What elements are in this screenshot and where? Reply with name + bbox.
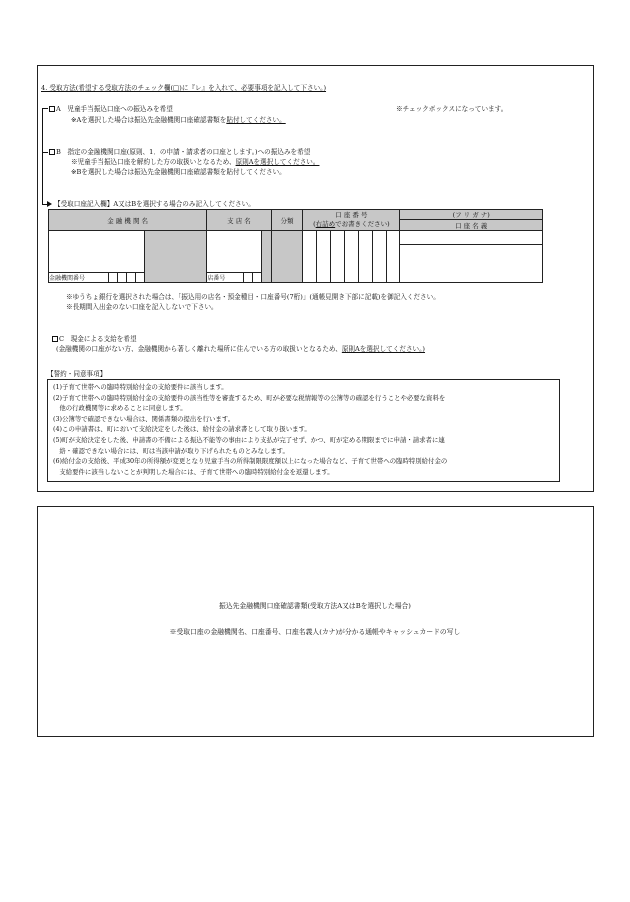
branch-code-digit-2[interactable] [252, 273, 261, 283]
account-number-note: でお書きください) [335, 220, 390, 228]
pledge-item: (5)町が支給決定をした後、申請書の不備による振込不能等の事由により支払が完了せず、かつ、町が定める期限までに申請・請求者に連 [53, 435, 445, 444]
option-c-note-emphasis: 原則Aを選択してください。) [341, 345, 426, 353]
option-a-note-emphasis: 貼付してください。 [226, 116, 286, 124]
account-fill-heading: 【受取口座記入欄】A又はBを選択する場合のみ記入してください。 [54, 200, 255, 208]
pledge-item: (2)子育て世帯への臨時特別給付金の支給要件の該当性等を審査するため、町が必要な税情報等の公簿等の確認を行うことや必要な資料を [53, 393, 446, 402]
account-digit-4[interactable] [344, 231, 358, 283]
option-b-note1-emphasis: 原則Aを選択してください。 [235, 158, 320, 166]
bank-account-table [48, 209, 543, 283]
option-bracket-tick-a [42, 108, 48, 109]
bank-type-field [145, 231, 207, 283]
attachment-title: 振込先金融機関口座確認書類(受取方法A又はBを選択した場合) [219, 602, 411, 610]
branch-code-label: 店番号 [207, 273, 244, 283]
pledge-item: (6)給付金の支給後、平成30年の所得額が変更となり児童手当の所得制限限度額以上になった場合など、子育て世帯への臨時特別給付金の [53, 457, 448, 466]
furigana-header: (フ リ ガ ナ) [400, 210, 543, 220]
pledge-item: (1)子育て世帯への臨時特別給付金の支給要件に該当します。 [53, 383, 228, 391]
pledge-item: 他の行政機関等に求めることに同意します。 [53, 404, 187, 413]
category-header: 分類 [271, 210, 303, 231]
pledge-item: 支給要件に該当しないことが判明した場合には、子育て世帯への臨時特別給付金を返還します。 [53, 467, 334, 476]
account-digit-2[interactable] [317, 231, 331, 283]
pledge-list [53, 382, 447, 477]
pledge-title: 【誓約・同意事項】 [47, 370, 107, 378]
option-b-note2: ※Bを選択した場合は振込先金融機関口座確認書類を貼付してください。 [71, 168, 286, 176]
option-a-checkbox[interactable] [49, 106, 55, 112]
option-b-note1: ※児童手当振込口座を解約した方の取扱いとなるため、 [71, 158, 236, 166]
option-b-checkbox[interactable] [49, 149, 55, 155]
bank-code-digit-3[interactable] [127, 273, 136, 283]
account-digit-5[interactable] [358, 231, 372, 283]
bank-code-label: 金融機関番号 [49, 273, 109, 283]
pledge-item: (3)公簿等で確認できない場合は、関係書類の提出を行います。 [53, 414, 235, 423]
section-title: 4. 受取方法(希望する受取方法のチェック欄(□)に『レ』を入れて、必要事項を記入して下さい。) [41, 84, 327, 92]
bank-name-header: 金 融 機 関 名 [49, 210, 207, 231]
option-a-label: A 児童手当振込口座への振込みを希望 [56, 105, 173, 113]
attachment-area [37, 506, 594, 737]
right-align-note: 右詰め [315, 220, 336, 228]
account-holder-header: 口 座 名 義 [400, 220, 543, 231]
attachment-note: ※受取口座の金融機関名、口座番号、口座名義人(カナ)が分かる通帳やキャッシュカードの写し [169, 628, 461, 636]
branch-code-digit-1[interactable] [243, 273, 252, 283]
bank-code-digit-1[interactable] [109, 273, 118, 283]
bank-code-digit-2[interactable] [118, 273, 127, 283]
branch-name-field[interactable] [207, 231, 261, 273]
category-field[interactable] [271, 231, 303, 283]
option-a-note: ※Aを選択した場合は振込先金融機関口座確認書類を [71, 116, 227, 124]
branch-type-field [261, 231, 271, 283]
pledge-item: (4)この申請書は、町において支給決定をした後は、給付金の請求書として取り扱います。 [53, 425, 311, 434]
account-digit-1[interactable] [303, 231, 317, 283]
bank-code-digit-4[interactable] [136, 273, 145, 283]
option-b-label: B 指定の金融機関口座(原則、1．の申請・請求者の口座とします。)への振込みを希望 [56, 148, 311, 156]
account-digit-6[interactable] [372, 231, 386, 283]
bank-name-field[interactable] [49, 231, 145, 273]
account-digit-3[interactable] [331, 231, 345, 283]
option-bracket-tick-b [42, 152, 48, 153]
option-c-note: (金融機関の口座がない方、金融機関から著しく離れた場所に住んでいる方の取扱いとなるため、 [56, 345, 342, 353]
furigana-field[interactable] [400, 231, 543, 245]
account-digit-7[interactable] [386, 231, 400, 283]
pledge-item: 絡・確認できない場合には、町は当該申請が取り下げられたものとみなします。 [53, 446, 289, 455]
branch-name-header: 支 店 名 [207, 210, 271, 231]
account-holder-field[interactable] [400, 245, 543, 283]
option-bracket-vertical [42, 108, 43, 205]
dormant-account-note: ※長期間入出金のない口座を記入しないで下さい。 [66, 303, 218, 311]
checkbox-note: ※チェックボックスになっています。 [396, 105, 508, 113]
option-c-label: C 現金による支給を希望 [59, 335, 137, 343]
arrow-icon [47, 201, 52, 207]
account-number-label: 口 座 番 号 [335, 211, 368, 219]
yucho-note: ※ゆうちょ銀行を選択された場合は、「振込用の店名・預金種目・口座番号(7桁)」(通帳見開き下部に記載)を御記入ください。 [66, 293, 440, 301]
account-number-header: 口 座 番 号 (右詰めでお書きください) [303, 210, 400, 231]
option-c-checkbox[interactable] [52, 336, 58, 342]
